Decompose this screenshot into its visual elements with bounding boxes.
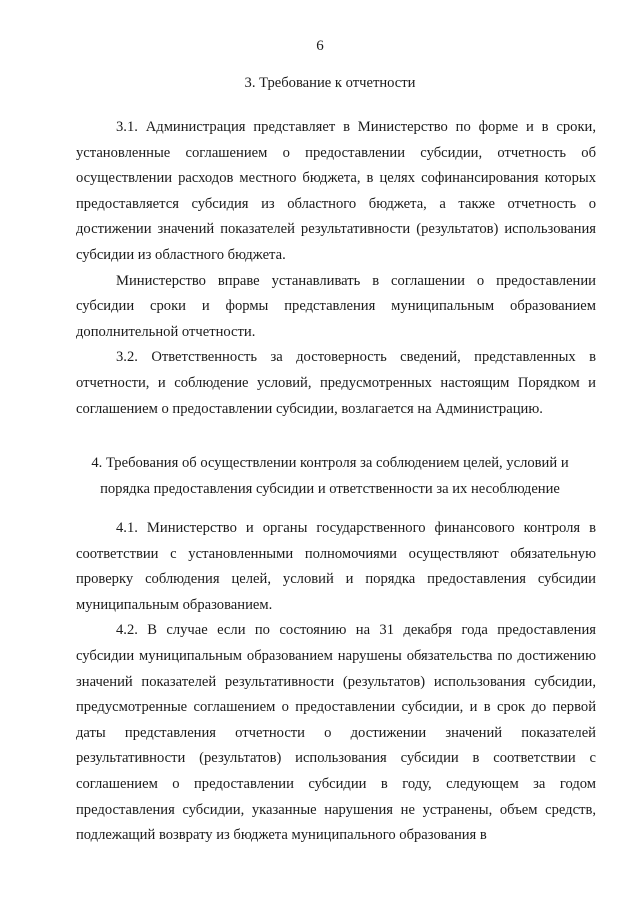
paragraph-3-2: 3.2. Ответственность за достоверность сведений, представленных в отчетности, и соблюдение условий, предусмотренных настоящим Порядком и соглашением о предоставлении субсидии, возлагается на Администрацию. [76, 349, 596, 417]
section-3-heading: 3. Требование к отчетности [244, 75, 416, 91]
paragraph-4-2: 4.2. В случае если по состоянию на 31 декабря года предоставления субсидии муниципальным образованием нарушены обязательства по достижению значений показателей результативности (результатов) использования субсидии, предусмотренные соглашением о предоставлении субсидии, и в срок до первой даты представления отчетности о достижении значений показателей результативности (результатов) использования субсидии в соответствии с соглашением о предоставлении субсидии в году, следующем за годом предоставления субсидии, указанные нарушения не устранены, объем средств, подлежащий возврату из бюджета муниципального образования в [76, 622, 596, 844]
section-4-heading [40, 450, 620, 502]
section-4-body [76, 516, 596, 849]
page-number: 6 [316, 38, 324, 54]
section-4-heading-line-1: 4. Требования об осуществлении контроля за соблюдением целей, условий и [91, 455, 569, 471]
section-3-body [76, 115, 596, 422]
paragraph-4-1: 4.1. Министерство и органы государственного финансового контроля в соответствии с установленными полномочиями осуществляют обязательную проверку соблюдения целей, условий и порядка предоставления субсидии муниципальным образованием. [76, 520, 596, 613]
paragraph-3-1-ministry: Министерство вправе устанавливать в соглашении о предоставлении субсидии сроки и формы представления муниципальным образованием дополнительной отчетности. [76, 272, 596, 340]
paragraph-3-1: 3.1. Администрация представляет в Министерство по форме и в сроки, установленные соглашением о предоставлении субсидии, отчетность об осуществлении расходов местного бюджета, в целях софинансирования которых предоставляется субсидия из областного бюджета, а также отчетность о достижении значений показателей результативности (результатов) использования субсидии из областного бюджета. [76, 119, 596, 263]
section-4-heading-line-2: порядка предоставления субсидии и ответственности за их несоблюдение [100, 481, 560, 497]
